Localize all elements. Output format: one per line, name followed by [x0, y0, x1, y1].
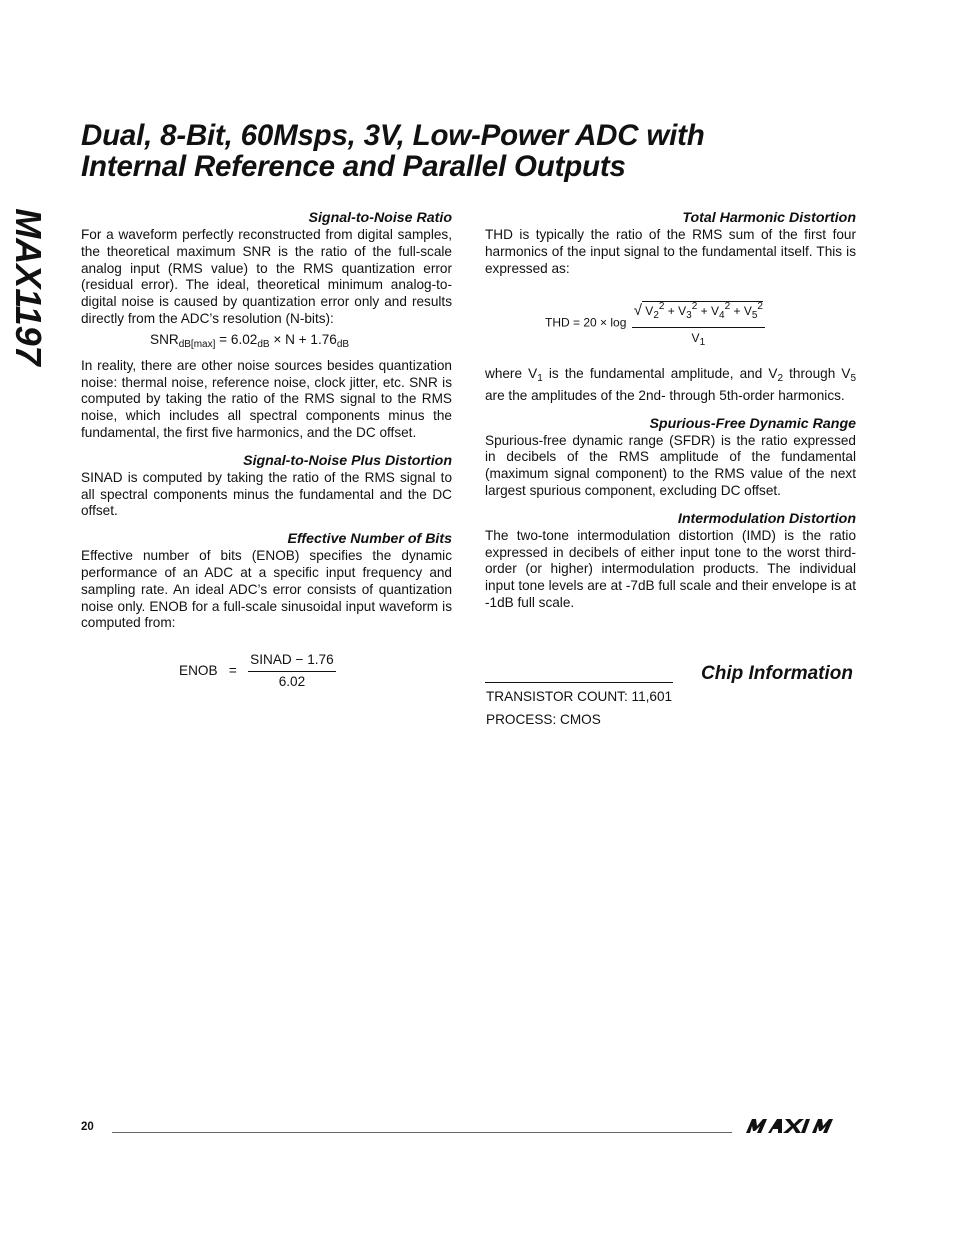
imd-paragraph: The two-tone intermodulation distortion (IMD) is the ratio expressed in decibels of either input tone to the worst third-order (or higher) intermodulation products. The individual input tone levels are at -7dB full scale and their envelope is at -1dB full scale. — [485, 527, 856, 610]
sfdr-paragraph: Spurious-free dynamic range (SFDR) is the ratio expressed in decibels of the RMS amplitude of the fundamental (maximum signal component) to the RMS value of the next largest spurious component, excluding DC offset. — [485, 432, 856, 498]
side-part-number-text: MAX1197 — [8, 208, 49, 366]
snr-paragraph-2: In reality, there are other noise sources besides quantization noise: thermal noise, reference noise, clock jitter, etc. SNR is computed by taking the ratio of the RMS signal to the RMS noise, which includes all spectral components minus the fundamental, the first five harmonics, and the DC offset. — [81, 357, 452, 440]
transistor-count: TRANSISTOR COUNT: 11,601 — [486, 689, 673, 704]
thd-fraction: √ $V_2^2 + V_3^2 + V_4^2 + V_5^2$ $V_1$ — [632, 295, 765, 352]
side-part-number — [4, 207, 52, 367]
sinad-heading: Signal-to-Noise Plus Distortion — [243, 452, 452, 469]
process-type: PROCESS: CMOS — [486, 712, 601, 727]
left-column — [81, 210, 452, 691]
snr-equation: $SNR_{dB[max]} = 6.02_{dB} \times N + 1.76_{dB}$ — [150, 331, 350, 350]
footer-rule — [112, 1132, 732, 1133]
title-line-2: Internal Reference and Parallel Outputs — [81, 150, 626, 183]
sfdr-heading: Spurious-Free Dynamic Range — [649, 415, 856, 432]
maxim-logo-icon — [742, 1117, 852, 1135]
thd-paragraph: THD is typically the ratio of the RMS sum of the first four harmonics of the input signal to the fundamental itself. This is expressed as: — [485, 227, 856, 276]
right-column — [485, 210, 856, 612]
enob-fraction: $\frac{\text{SINAD − 1.76}}{6.02}$ — [250, 652, 334, 689]
sqrt-symbol: √ — [633, 302, 642, 320]
page-number: 20 — [81, 1121, 94, 1133]
enob-paragraph: Effective number of bits (ENOB) specifies the dynamic performance of an ADC at a specific input frequency and sampling rate. An ideal ADC’s error consists of quantization noise only. ENOB for a full-scale sinusoidal input waveform is computed from: — [81, 548, 452, 631]
enob-equation: ENOB = $\frac{\text{SINAD − 1.76}}{6.02}$ — [179, 652, 334, 689]
heading-rule — [485, 682, 673, 683]
imd-heading: Intermodulation Distortion — [677, 510, 856, 527]
thd-equation: THD = 20 × log √ $V_2^2 + V_3^2 + V_4^2 + V_5^2$ $V_1$ — [545, 295, 856, 352]
snr-heading: Signal-to-Noise Ratio — [308, 210, 452, 226]
page-title — [81, 120, 881, 182]
sinad-paragraph: SINAD is computed by taking the ratio of the RMS signal to all spectral components minus the fundamental and the DC offset. — [81, 469, 452, 519]
enob-heading: Effective Number of Bits — [287, 531, 452, 548]
chip-information-heading: Chip Information — [485, 662, 855, 686]
thd-after-paragraph: where $V_1$ is the fundamental amplitude, and $V_2$ through $V_5$ are the amplitudes of the 2nd- through 5th-order harmonics. — [485, 365, 856, 403]
snr-paragraph-1: For a waveform perfectly reconstructed from digital samples, the theoretical maximum SNR is the ratio of the full-scale analog input (RMS value) to the RMS quantization error (residual error). The ideal, theoretical minimum analog-to-digital noise is caused by quantization error only and results directly from the ADC’s resolution (N-bits): — [81, 227, 452, 326]
thd-heading: Total Harmonic Distortion — [682, 210, 856, 226]
title-line-1: Dual, 8-Bit, 60Msps, 3V, Low-Power ADC with — [81, 119, 705, 152]
